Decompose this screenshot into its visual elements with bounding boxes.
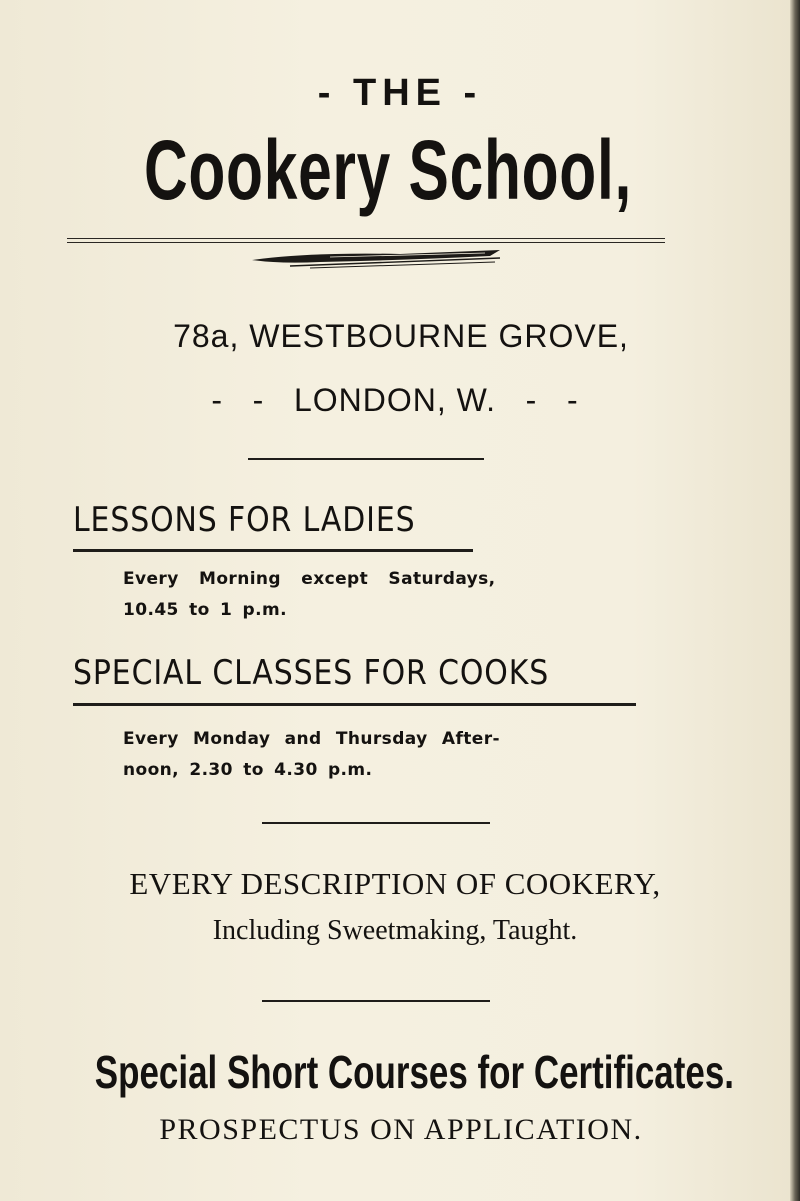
description-line1: EVERY DESCRIPTION OF COOKERY, — [129, 866, 661, 901]
ladies-detail-line2: 10.45 to 1 p.m. — [123, 600, 287, 620]
cooks-heading-underline — [73, 703, 636, 706]
cooks-heading: SPECIAL CLASSES FOR COOKS — [73, 653, 550, 693]
cooks-detail-line2: noon, 2.30 to 4.30 p.m. — [123, 760, 373, 780]
ladies-heading: LESSONS FOR LADIES — [73, 500, 416, 540]
the-label: - THE - — [317, 72, 483, 114]
ladies-detail-line1: Every Morning except Saturdays, — [123, 569, 496, 589]
description-line2: Including Sweetmaking, Taught. — [212, 915, 578, 946]
special-courses-line: Special Short Courses for Certificates. — [94, 1046, 734, 1098]
divider-3 — [262, 1000, 490, 1002]
divider-2 — [262, 822, 490, 824]
prospectus-line: PROSPECTUS ON APPLICATION. — [159, 1113, 643, 1146]
cooks-detail-line1: Every Monday and Thursday After- — [123, 729, 500, 749]
page-title: Cookery School, — [143, 123, 633, 217]
address-city: - - LONDON, W. - - — [211, 382, 579, 418]
divider-1 — [248, 458, 484, 460]
title-double-rule — [67, 238, 665, 243]
ornamental-swash — [250, 246, 510, 270]
ladies-heading-underline — [73, 549, 473, 552]
address-street: 78a, WESTBOURNE GROVE, — [173, 318, 629, 354]
page-edge — [790, 0, 800, 1201]
